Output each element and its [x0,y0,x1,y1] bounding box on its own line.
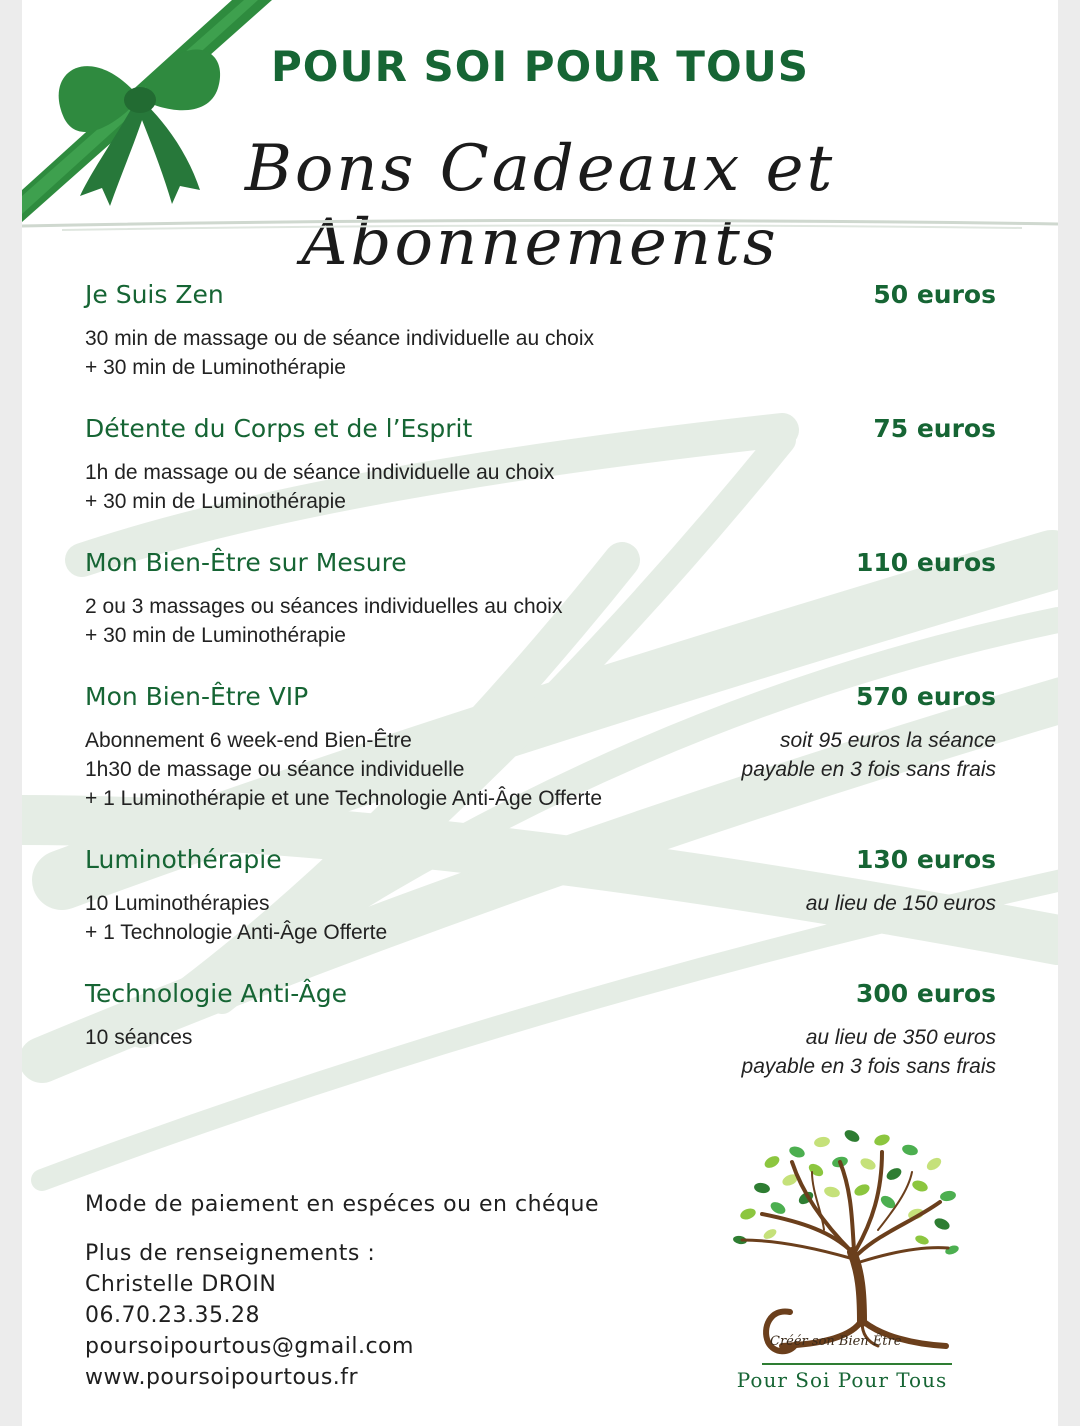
offer-name: Technologie Anti-Âge [85,979,348,1008]
offer-line: + 1 Technologie Anti-Âge Offerte [85,921,388,944]
offer-line: 30 min de massage ou de séance individuelle au choix [85,327,594,350]
offer-line: + 30 min de Luminothérapie [85,624,346,647]
offer-price: 110 euros [855,548,996,577]
offer-note [742,1023,996,1081]
gift-voucher-page [22,0,1058,1426]
contact-email[interactable]: poursoipourtous@gmail.com [85,1334,414,1359]
offer-name: Détente du Corps et de l’Esprit [85,414,473,443]
logo-tagline: Créér son Bien Être [770,1334,902,1349]
contact-label: Plus de renseignements : [85,1241,376,1266]
contact-phone[interactable]: 06.70.23.35.28 [85,1303,260,1328]
offer-price: 300 euros [855,979,996,1008]
offer-line: + 1 Luminothérapie et une Technologie Anti-Âge Offerte [85,787,603,810]
offer-line: + 30 min de Luminothérapie [85,356,346,379]
offer-note-line: payable en 3 fois sans frais [741,758,996,781]
offer-name: Luminothérapie [85,845,282,874]
brand-title: POUR SOI POUR TOUS [270,42,810,91]
offer-note [806,889,996,918]
offer-note-line: soit 95 euros la séance [780,729,996,752]
offer-line: 1h de massage ou de séance individuelle au choix [85,461,555,484]
contact-website[interactable]: www.poursoipourtous.fr [85,1365,359,1390]
offer-description [85,324,594,382]
offer-line: 2 ou 3 massages ou séances individuelles au choix [85,595,563,618]
contact-name: Christelle DROIN [85,1272,277,1297]
offer-line: 10 Luminothérapies [85,892,270,915]
offer-description [85,592,562,650]
offer-description [85,726,602,813]
offer-line: 1h30 de massage ou séance individuelle [85,758,465,781]
offer-price: 50 euros [873,280,996,309]
contact-info [85,1238,414,1393]
offer-note-line: au lieu de 350 euros [805,1026,996,1049]
offer-price: 75 euros [873,414,996,443]
offer-description [85,458,554,516]
offer-note [742,726,996,784]
offer-price: 570 euros [855,682,996,711]
offer-line: Abonnement 6 week-end Bien-Être [85,729,412,752]
offer-note-line: payable en 3 fois sans frais [741,1055,996,1078]
offer-description [85,889,387,947]
offer-description [85,1023,192,1052]
offer-note-line: au lieu de 150 euros [805,892,996,915]
offer-name: Mon Bien-Être sur Mesure [85,548,407,577]
offer-name: Mon Bien-Être VIP [85,682,309,711]
tree-logo-icon [712,1122,972,1402]
brand-logo [712,1122,972,1402]
offer-price: 130 euros [855,845,996,874]
logo-name: Pour Soi Pour Tous [736,1368,948,1392]
header-divider [22,208,1058,238]
offer-name: Je Suis Zen [85,280,224,309]
payment-info: Mode de paiement en espéces ou en chéque [85,1192,599,1217]
offer-line: 10 séances [85,1026,193,1049]
offer-line: + 30 min de Luminothérapie [85,490,346,513]
page-subtitle: Bons Cadeaux et Abonnements [244,132,836,280]
